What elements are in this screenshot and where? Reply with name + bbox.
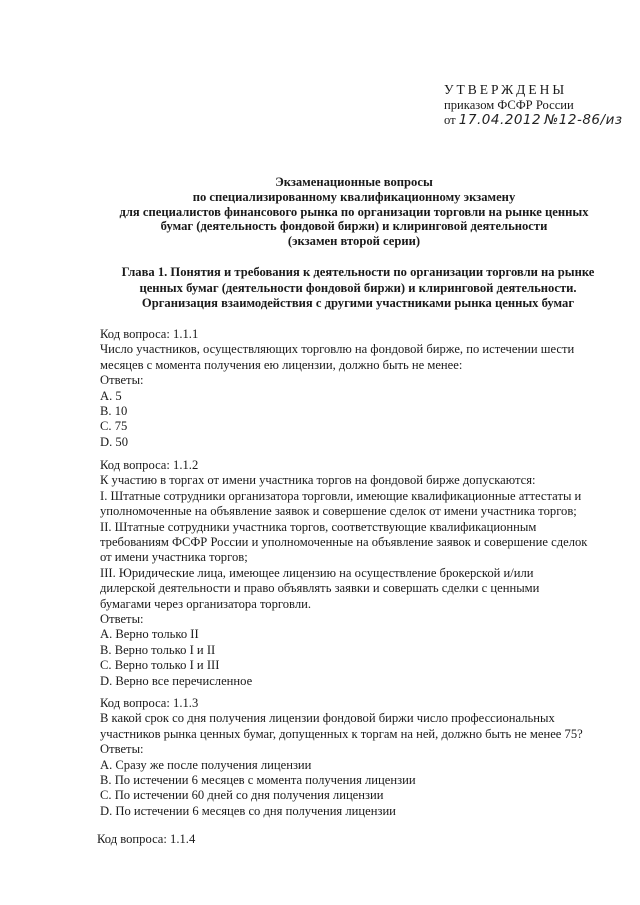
question-text-line: участников рынка ценных бумаг, допущенных к торгам на ней, должно быть не менее 75? <box>100 726 583 741</box>
question-code: Код вопроса: 1.1.3 <box>100 696 199 710</box>
question-text-line: Число участников, осуществляющих торговлю на фондовой бирже, по истечении шести <box>100 342 575 357</box>
answer-option: B. Верно только I и II <box>100 642 216 657</box>
answer-option: A. 5 <box>100 388 122 403</box>
answer-option: B. По истечении 6 месяцев с момента получения лицензии <box>100 773 416 788</box>
question-text-line: I. Штатные сотрудники организатора торговли, имеющие квалификационные аттестаты и <box>100 488 582 503</box>
title-line: Экзаменационные вопросы <box>275 175 433 189</box>
question-text-line: дилерской деятельности и право объявлять заявки и совершать сделки с ценными <box>100 581 540 596</box>
question-code: Код вопроса: 1.1.4 <box>97 832 196 846</box>
answer-option: D. 50 <box>100 434 128 449</box>
answer-option: B. 10 <box>100 404 128 419</box>
question-text-line: В какой срок со дня получения лицензии фондовой биржи число профессиональных <box>100 711 555 726</box>
title-line: для специалистов финансового рынка по организации торговли на рынке ценных <box>119 204 589 219</box>
approval-number-handwritten: №12-86/из <box>544 112 623 128</box>
question-code: Код вопроса: 1.1.2 <box>100 458 199 472</box>
chapter-heading <box>98 265 618 312</box>
question-text-line: III. Юридические лица, имеющее лицензию на осуществление брокерской и/или <box>100 565 534 580</box>
answers-label: Ответы: <box>100 612 144 627</box>
chapter-line: Глава 1. Понятия и требования к деятельности по организации торговли на рынке <box>121 265 595 279</box>
document-title <box>90 175 618 249</box>
question-block <box>100 458 610 689</box>
approval-date-handwritten: 17.04.2012 <box>458 112 542 128</box>
answer-option: A. Сразу же после получения лицензии <box>100 757 312 772</box>
approval-order: приказом ФСФР России <box>444 98 574 112</box>
answer-option: C. По истечении 60 дней со дня получения лицензии <box>100 788 384 803</box>
title-line: (экзамен второй серии) <box>287 234 421 249</box>
question-block <box>97 832 607 847</box>
approval-date-line <box>444 113 634 128</box>
question-text-line: уполномоченные на объявление заявок и совершение сделок от имени участника торгов; <box>100 504 577 519</box>
question-text-line: месяцев с момента получения ею лицензии, должно быть не менее: <box>100 357 463 372</box>
question-text-line: бумагами через организатора торговли. <box>100 596 311 611</box>
answers-label: Ответы: <box>100 373 144 388</box>
answers-label: Ответы: <box>100 742 144 757</box>
title-line: по специализированному квалификационному экзамену <box>192 189 516 204</box>
approval-stamp <box>444 82 634 128</box>
answer-option: C. 75 <box>100 419 128 434</box>
question-text-line: от имени участника торгов; <box>100 550 248 565</box>
answer-option: D. Верно все перечисленное <box>100 673 253 688</box>
question-code: Код вопроса: 1.1.1 <box>100 327 199 341</box>
chapter-line: ценных бумаг (деятельности фондовой биржи) и клиринговой деятельности. <box>139 280 577 295</box>
question-text-line: К участию в торгах от имени участника торгов на фондовой бирже допускаются: <box>100 473 536 488</box>
approval-date-prefix: от <box>444 113 456 127</box>
question-text-line: II. Штатные сотрудники участника торгов, соответствующие квалификационным <box>100 519 537 534</box>
title-line: бумаг (деятельность фондовой биржи) и клиринговой деятельности <box>160 219 548 234</box>
chapter-line: Организация взаимодействия с другими участниками рынка ценных бумаг <box>141 296 575 310</box>
question-text-line: требованиям ФСФР России и уполномоченные на объявление заявок и совершение сделок <box>100 535 588 550</box>
question-block <box>100 327 610 450</box>
answer-option: D. По истечении 6 месяцев со дня получения лицензии <box>100 803 396 818</box>
answer-option: C. Верно только I и III <box>100 658 220 673</box>
answer-option: A. Верно только II <box>100 627 199 642</box>
question-block <box>100 696 610 819</box>
approval-title: УТВЕРЖДЕНЫ <box>444 82 568 97</box>
